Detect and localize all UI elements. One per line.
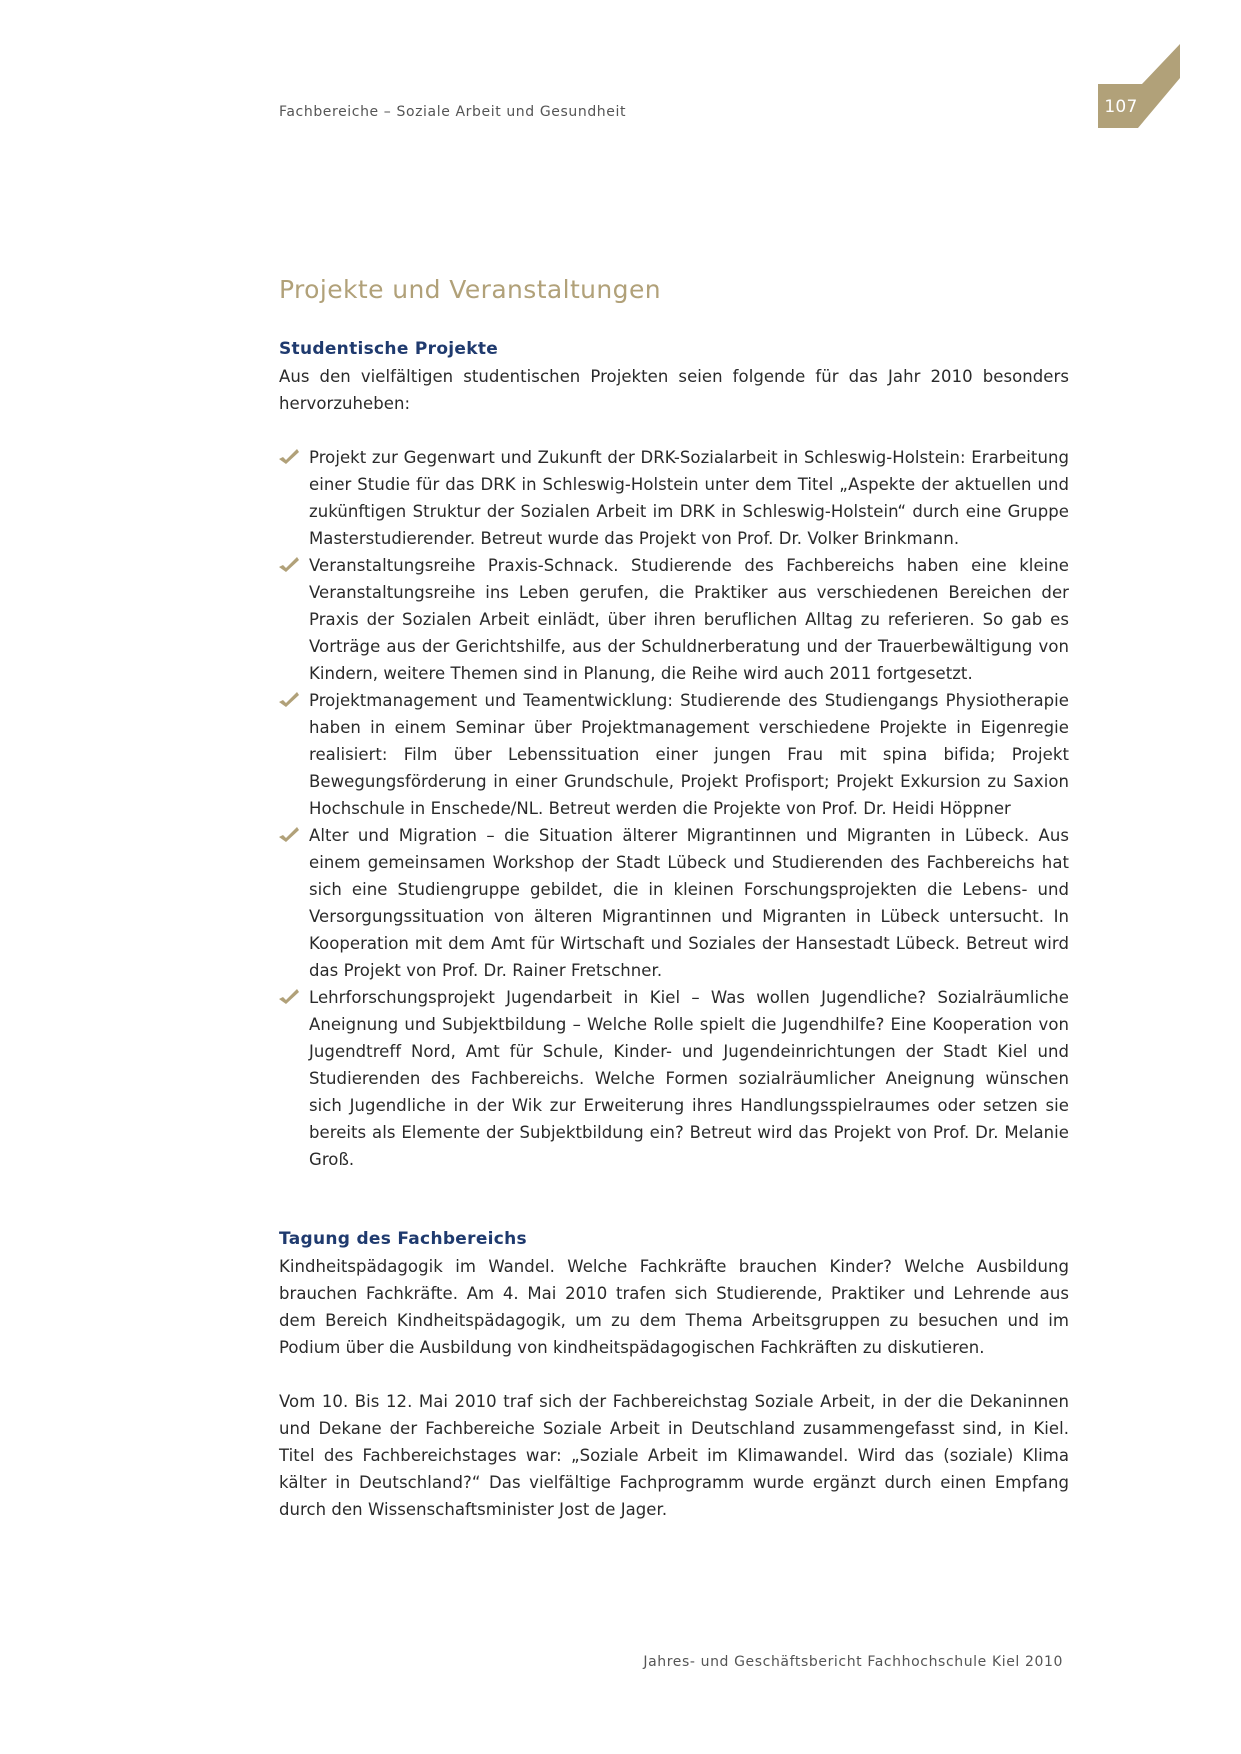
project-list xyxy=(279,444,1069,1173)
checkmark-icon xyxy=(279,987,299,1005)
student-projects-intro: Aus den vielfältigen studentischen Projekten seien folgende für das Jahr 2010 besonders hervorzuheben: xyxy=(279,367,1069,413)
list-item xyxy=(279,687,1069,822)
list-item-text: Veranstaltungsreihe Praxis-Schnack. Studierende des Fachbereichs haben eine kleine Veranstaltungsreihe ins Leben gerufen, die Praktiker aus verschiedenen Bereichen der Praxis der Sozialen Arbeit einlädt, über ihren beruflichen Alltag zu referieren. So gab es Vorträge aus der Gerichtshilfe, aus der Schuldnerberatung und der Trauerbewältigung von Kindern, weitere Themen sind in Planung, die Reihe wird auch 2011 fortgesetzt. xyxy=(309,556,1069,683)
checkmark-icon xyxy=(279,825,299,843)
main-content xyxy=(279,270,1069,1523)
running-header: Fachbereiche – Soziale Arbeit und Gesundheit xyxy=(279,104,627,120)
list-item-text: Projekt zur Gegenwart und Zukunft der DRK-Sozialarbeit in Schleswig-Holstein: Erarbeitung einer Studie für das DRK in Schleswig-Holstein unter dem Titel „Aspekte der aktuellen und zukünftigen Struktur der Sozialen Arbeit im DRK in Schleswig-Holstein“ durch eine Gruppe Masterstudierender. Betreut wurde das Projekt von Prof. Dr. Volker Brinkmann. xyxy=(309,448,1069,548)
list-item-text: Alter und Migration – die Situation älterer Migrantinnen und Migranten in Lübeck. Aus einem gemeinsamen Workshop der Stadt Lübeck und Studierenden des Fachbereichs hat sich eine Studiengruppe gebildet, die in kleinen Forschungsprojekten die Lebens- und Versorgungssituation von älteren Migrantinnen und Migranten in Lübeck untersucht. In Kooperation mit dem Amt für Wirtschaft und Soziales der Hansestadt Lübeck. Betreut wird das Projekt von Prof. Dr. Rainer Fretschner. xyxy=(309,826,1069,980)
list-item xyxy=(279,984,1069,1173)
section-title: Projekte und Veranstaltungen xyxy=(279,275,661,304)
list-item xyxy=(279,822,1069,984)
list-item-text: Lehrforschungsprojekt Jugendarbeit in Kiel – Was wollen Jugendliche? Sozialräumliche Aneignung und Subjektbildung – Welche Rolle spielt die Jugendhilfe? Eine Kooperation von Jugendtreff Nord, Amt für Schule, Kinder- und Jugendeinrichtungen der Stadt Kiel und Studierenden des Fachbereichs. Welche Formen sozialräumlicher Aneignung wünschen sich Jugendliche in der Wik zur Erweiterung ihres Handlungsspielraumes oder setzen sie bereits als Elemente der Subjektbildung ein? Betreut wird das Projekt von Prof. Dr. Melanie Groß. xyxy=(309,988,1069,1169)
footer: Jahres- und Geschäftsbericht Fachhochschule Kiel 2010 xyxy=(643,1654,1063,1670)
subheading-student-projects: Studentische Projekte xyxy=(279,339,499,359)
subheading-conference: Tagung des Fachbereichs xyxy=(279,1229,527,1249)
conference-paragraph-1: Kindheitspädagogik im Wandel. Welche Fachkräfte brauchen Kinder? Welche Ausbildung brauchen Fachkräfte. Am 4. Mai 2010 trafen sich Studierende, Praktiker und Lehrende aus dem Bereich Kindheitspädagogik, um zu dem Thema Arbeitsgruppen zu besuchen und im Podium über die Ausbildung von kindheitspädagogischen Fachkräften zu diskutieren. xyxy=(279,1257,1069,1357)
checkmark-icon xyxy=(279,447,299,465)
list-item xyxy=(279,444,1069,552)
page-number: 107 xyxy=(1104,97,1138,117)
list-item xyxy=(279,552,1069,687)
checkmark-icon xyxy=(279,690,299,708)
list-item-text: Projektmanagement und Teamentwicklung: Studierende des Studiengangs Physiotherapie haben in einem Seminar über Projektmanagement verschiedene Projekte in Eigenregie realisiert: Film über Lebenssituation einer jungen Frau mit spina bifida; Projekt Bewegungsförderung in einer Grundschule, Projekt Profisport; Projekt Exkursion zu Saxion Hochschule in Enschede/NL. Betreut werden die Projekte von Prof. Dr. Heidi Höppner xyxy=(309,691,1069,818)
checkmark-icon xyxy=(279,555,299,573)
conference-paragraph-2: Vom 10. Bis 12. Mai 2010 traf sich der Fachbereichstag Soziale Arbeit, in der die Dekaninnen und Dekane der Fachbereiche Soziale Arbeit in Deutschland zusammengefasst sind, in Kiel. Titel des Fachbereichstages war: „Soziale Arbeit im Klimawandel. Wird das (soziale) Klima kälter in Deutschland?“ Das vielfältige Fachprogramm wurde ergänzt durch einen Empfang durch den Wissenschaftsminister Jost de Jager. xyxy=(279,1392,1069,1519)
